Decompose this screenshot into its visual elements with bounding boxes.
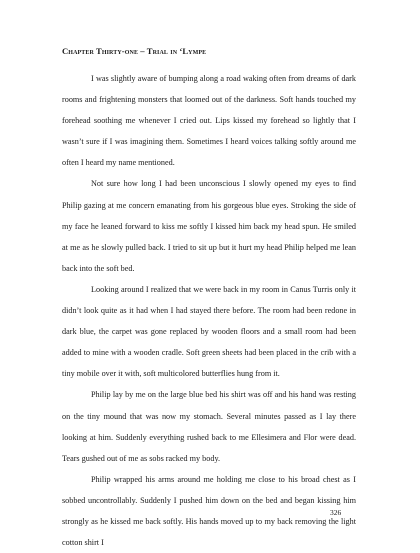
paragraph: Philip wrapped his arms around me holding me close to his broad chest as I sobbed uncontrollably. Suddenly I pushed him down on the bed and began kissing him strongly as he kissed me back softly. His hands moved up to my back removing the light cotton shirt I [62,474,356,548]
paragraph: I was slightly aware of bumping along a road waking often from dreams of dark rooms and frightening monsters that loomed out of the darkness. Soft hands touched my forehead soothing me whenever I cried out. Lips kissed my forehead so lightly that I wasn’t sure if I was imagining them. Sometimes I heard voices talking softly around me often I heard my name mentioned. [62,74,356,168]
paragraph: Philip lay by me on the large blue bed his shirt was off and his hand was resting on the tiny mound that was now my stomach. Several minutes passed as I lay there looking at him. Suddenly everything rushed back to me Ellesimera and Flor were dead. Tears gushed out of me as sobs racked my body. [62,390,356,463]
chapter-heading: Chapter Thirty-one – Trial in ‘Lympe [62,46,207,56]
paragraph: Not sure how long I had been unconscious I slowly opened my eyes to find Philip gazing at me concern emanating from his gorgeous blue eyes. Stroking the side of my face he leaned forward to kiss me softly I kissed him back my head spun. He smiled at me as he slowly pulled back. I tried to sit up but it hurt my head Philip helped me lean back into the soft bed. [62,179,356,273]
paragraph: Looking around I realized that we were back in my room in Canus Turris only it didn’t look quite as it had when I had stayed there before. The room had been redone in dark blue, the carpet was gone replaced by wooden floors and a small room had been added to mine with a wooden cradle. Soft green sheets had been placed in the crib with a tiny mobile over it with, soft multicolored butterflies hung from it. [62,284,356,379]
chapter-body [62,68,356,553]
page-number: 326 [330,508,342,517]
